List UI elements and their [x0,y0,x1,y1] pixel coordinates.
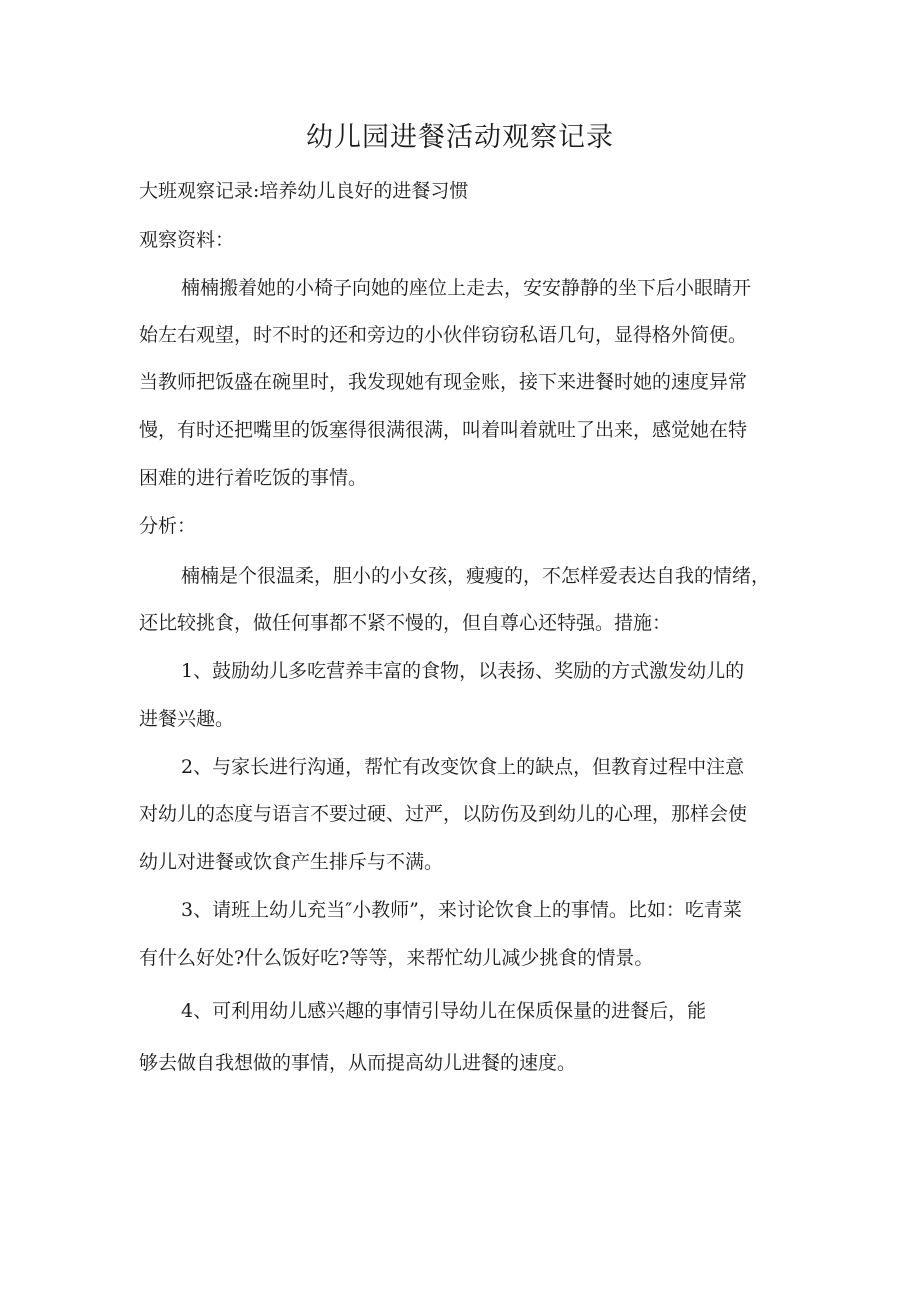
measure-2-line-2: 对幼儿的态度与语言不要过硬、过严，以防伤及到幼儿的心理，那样会使 [139,803,748,825]
observation-line-4: 慢，有时还把嘴里的饭塞得很满很满，叫着叫着就吐了出来，感觉她在特 [139,419,748,441]
analysis-line-2: 还比较挑食，做任何事都不紧不慢的，但自尊心还特强。措施： [139,612,672,634]
measure-3-line-1: 3、请班上幼儿充当″小教师”，来讨论饮食上的事情。比如：吃青菜 [181,899,742,921]
observation-line-1: 楠楠搬着她的小椅子向她的座位上走去，安安静静的坐下后小眼睛开 [181,277,752,299]
measure-2-line-3: 幼儿对进餐或饮食产生排斥与不满。 [139,851,444,873]
measure-1-line-2: 进餐兴趣。 [139,708,235,730]
observation-line-2: 始左右观望，时不时的还和旁边的小伙伴窃窃私语几句，显得格外简便。 [139,324,748,346]
analysis-line-1: 楠楠是个很温柔，胆小的小女孩，瘦瘦的，不怎样爱表达自我的情绪， [181,565,771,587]
page-title: 幼儿园进餐活动观察记录 [306,122,614,153]
measure-3-line-2: 有什么好处?什么饭好吃?等等，来帮忙幼儿减少挑食的情景。 [139,947,654,969]
observation-heading: 观察资料： [139,229,235,251]
measure-1-line-1: 1、鼓励幼儿多吃营养丰富的食物，以表扬、奖励的方式激发幼儿的 [181,660,745,682]
measure-2-line-1: 2、与家长进行沟通，帮忙有改变饮食上的缺点，但教育过程中注意 [181,756,745,778]
observation-line-5: 困难的进行着吃饭的事情。 [139,467,368,489]
measure-4-line-1: 4、可利用幼儿感兴趣的事情引导幼儿在保质保量的进餐后，能 [181,1000,707,1022]
measure-4-line-2: 够去做自我想做的事情，从而提高幼儿进餐的速度。 [139,1052,577,1074]
analysis-heading: 分析： [139,515,197,537]
document-subtitle: 大班观察记录:培养幼儿良好的进餐习惯 [139,180,469,202]
observation-line-3: 当教师把饭盛在碗里时，我发现她有现金账，接下来进餐时她的速度异常 [139,371,748,393]
